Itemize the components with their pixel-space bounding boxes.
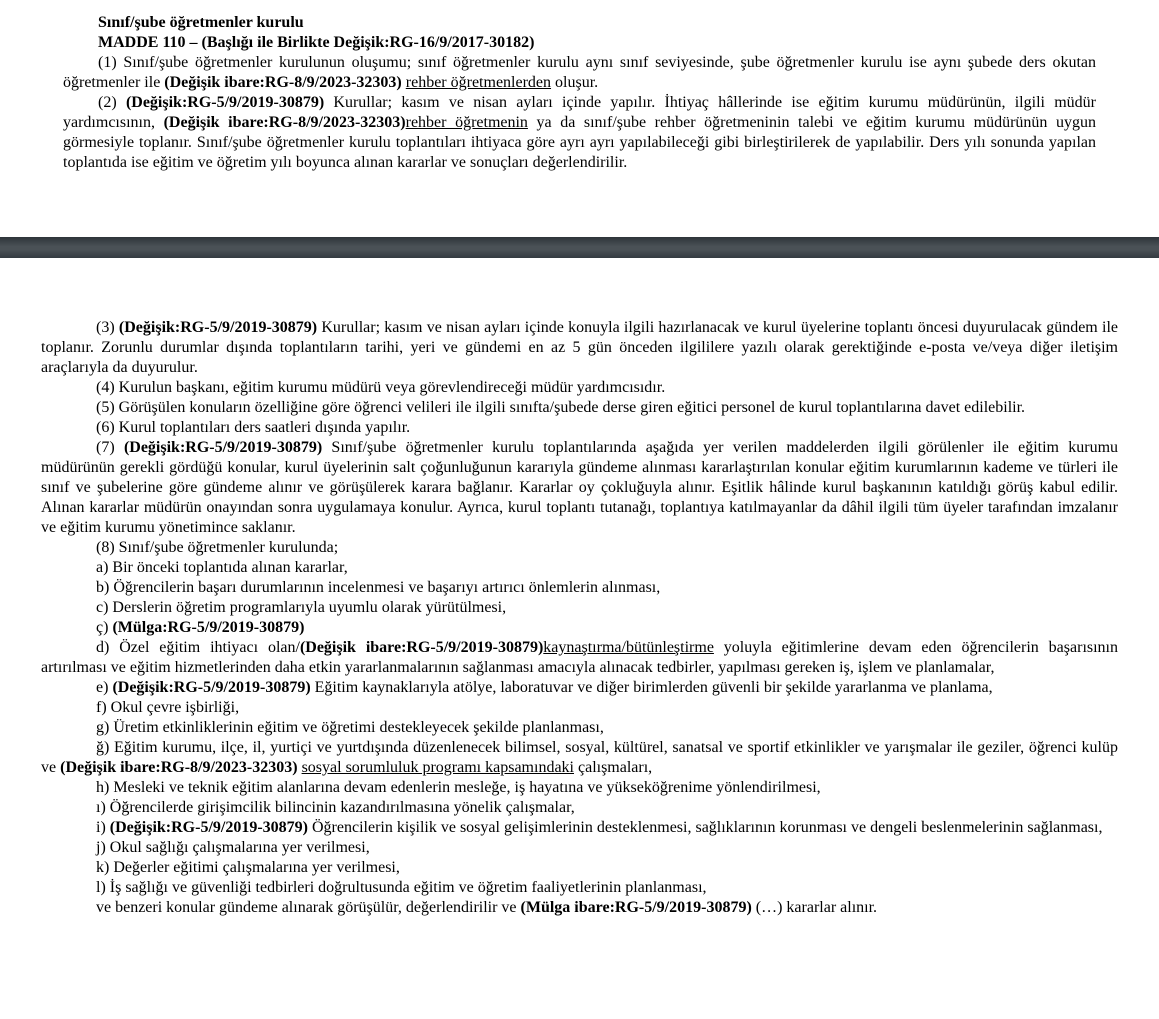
- text-segment: h) Mesleki ve teknik eğitim alanlarına devam edenlerin mesleğe, iş hayatına ve yükseköğrenime yönlendirilmesi,: [96, 779, 821, 796]
- paragraph: [41, 678, 1118, 698]
- amendment-reference: (Değişik ibare:RG-5/9/2019-30879): [299, 639, 544, 656]
- text-segment: d) Özel eğitim ihtiyacı olan/: [96, 639, 300, 656]
- paragraph: [41, 398, 1118, 418]
- document-heading: [63, 13, 1096, 33]
- text-segment: Eğitim kaynaklarıyla atölye, laboratuvar ve diğer birimlerden güvenli bir şekilde yararlanma ve planlama,: [314, 679, 993, 696]
- text-segment: k) Değerler eğitimi çalışmalarına yer verilmesi,: [96, 859, 400, 876]
- document-heading: [63, 33, 1096, 53]
- text-segment: (3): [96, 319, 119, 336]
- paragraph: [41, 558, 1118, 578]
- paragraph: [41, 598, 1118, 618]
- text-segment: (…) kararlar alınır.: [751, 899, 878, 916]
- amendment-reference: (Değişik ibare:RG-8/9/2023-32303): [164, 74, 406, 91]
- text-segment: b) Öğrencilerin başarı durumlarının incelenmesi ve başarıyı artırıcı önlemlerin alınması,: [96, 579, 661, 596]
- text-segment: e): [96, 679, 113, 696]
- text-segment: Kurullar; kasım ve nisan ayları içinde konuyla ilgili hazırlanacak ve kurul üyelerine toplantı öncesi duyurulacak gündem ile toplanır. Zorunlu durumlar dışında toplantıların tarihi, yeri ve gündemi en az 5 gün önceden ilgililere yazılı olarak gerektiğinde e-posta ve/veya diğer iletişim araçlarıyla da duyurulur.: [41, 319, 1118, 376]
- text-segment: ve benzeri konular gündeme alınarak görüşülür, değerlendirilir ve: [96, 899, 521, 916]
- text-segment: j) Okul sağlığı çalışmalarına yer verilmesi,: [96, 839, 370, 856]
- amendment-reference: (Değişik ibare:RG-8/9/2023-32303): [60, 759, 302, 776]
- text-segment: ç): [96, 619, 113, 636]
- text-segment: (2): [98, 94, 126, 111]
- paragraph: [41, 698, 1118, 718]
- document-page-1: [63, 13, 1096, 173]
- text-segment: oluşur.: [551, 74, 599, 91]
- paragraph: [41, 618, 1118, 638]
- text-segment: g) Üretim etkinliklerinin eğitim ve öğretimi destekleyecek şekilde planlanması,: [96, 719, 604, 736]
- paragraph: [63, 53, 1096, 93]
- text-segment: ğ) Eğitim kurumu, ilçe, il, yurtiçi ve yurtdışında düzenlenecek bilimsel, sosyal, kültürel, sanatsal ve sportif etkinlikler ve yarışmalar ile geziler, öğrenci kulüp ve: [41, 739, 1118, 776]
- paragraph: [41, 798, 1118, 818]
- paragraph: [41, 538, 1118, 558]
- paragraph: [41, 318, 1118, 378]
- paragraph: [41, 878, 1118, 898]
- amendment-reference: (Mülga:RG-5/9/2019-30879): [112, 619, 305, 636]
- text-segment: (6) Kurul toplantıları ders saatleri dışında yapılır.: [96, 419, 411, 436]
- text-segment: (1) Sınıf/şube öğretmenler kurulunun oluşumu; sınıf öğretmenler kurulu aynı sınıf seviyesinde, şube öğretmenler kurulu ise aynı şubede ders okutan öğretmenler ile: [63, 54, 1096, 91]
- underlined-amendment-text: rehber öğretmenin: [405, 114, 528, 131]
- paragraph: [41, 898, 1118, 918]
- text-segment: (4) Kurulun başkanı, eğitim kurumu müdürü veya görevlendireceği müdür yardımcısıdır.: [96, 379, 666, 396]
- document-page-2: [41, 318, 1118, 918]
- paragraph: [41, 638, 1118, 678]
- amendment-reference: MADDE 110 – (Başlığı ile Birlikte Değişik:RG-16/9/2017-30182): [98, 34, 535, 51]
- paragraph: [41, 378, 1118, 398]
- text-segment: ı) Öğrencilerde girişimcilik bilincinin kazandırılmasına yönelik çalışmalar,: [96, 799, 575, 816]
- text-segment: c) Derslerin öğretim programlarıyla uyumlu olarak yürütülmesi,: [96, 599, 507, 616]
- amendment-reference: (Değişik:RG-5/9/2019-30879): [125, 94, 334, 111]
- amendment-reference: (Değişik:RG-5/9/2019-30879): [109, 819, 312, 836]
- amendment-reference: (Değişik:RG-5/9/2019-30879): [112, 679, 315, 696]
- text-segment: a) Bir önceki toplantıda alınan kararlar,: [96, 559, 348, 576]
- text-segment: (7): [96, 439, 124, 456]
- paragraph: [41, 818, 1118, 838]
- page-break-bar: [0, 237, 1159, 258]
- text-segment: Öğrencilerin kişilik ve sosyal gelişimlerinin desteklenmesi, sağlıklarının korunması ve dengeli beslenmelerinin sağlanması,: [311, 819, 1103, 836]
- paragraph: [63, 93, 1096, 173]
- paragraph: [41, 778, 1118, 798]
- amendment-reference: (Mülga ibare:RG-5/9/2019-30879): [520, 899, 752, 916]
- amendment-reference: (Değişik:RG-5/9/2019-30879): [118, 319, 322, 336]
- text-segment: Kurullar; kasım ve nisan ayları içinde yapılır. İhtiyaç hâllerinde ise eğitim kurumu müdürünün, ilgili müdür yardımcısının,: [63, 94, 1097, 131]
- text-segment: f) Okul çevre işbirliği,: [96, 699, 240, 716]
- underlined-amendment-text: kaynaştırma/bütünleştirme: [543, 639, 714, 656]
- underlined-amendment-text: sosyal sorumluluk programı kapsamındaki: [301, 759, 574, 776]
- text-segment: i): [96, 819, 110, 836]
- paragraph: [41, 718, 1118, 738]
- text-segment: ya da sınıf/şube rehber öğretmeninin talebi ve eğitim kurumu müdürünün uygun görmesiyle toplanır. Sınıf/şube öğretmenler kurulu toplantıları ihtiyaca göre ayrı ayrı yapılabileceği gibi birleştirilerek de yapılabilir. Ders yılı sonunda yapılan toplantıda ise eğitim ve öğretim yılı boyunca alınan kararlar ve sonuçları değerlendirilir.: [63, 114, 1096, 171]
- paragraph: [41, 578, 1118, 598]
- text-segment: Sınıf/şube öğretmenler kurulu toplantılarında aşağıda yer verilen maddelerden ilgili görülenler ile eğitim kurumu müdürünün gerekli gördüğü konular, kurul üyelerinin salt çoğunluğunun kararıyla gündeme alınması kararlaştırılan konular eğitim kurumlarının kademe ve türleri ile sınıf ve şubelerine göre gündeme alınır ve görüşülerek karara bağlanır. Kararlar oy çokluğuyla alınır. Eşitlik hâlinde kurul başkanının katıldığı görüş kabul edilir. Alınan kararlar müdürün onayından sonra uygulamaya konulur. Ayrıca, kurul toplantı tutanağı, toplantıya katılmayanlar da dâhil ilgili tüm üyeler tarafından imzalanır ve eğitim kurumu yönetimince saklanır.: [41, 439, 1119, 536]
- text-segment: (8) Sınıf/şube öğretmenler kurulunda;: [96, 539, 339, 556]
- text-segment: çalışmaları,: [573, 759, 653, 776]
- text-segment: (5) Görüşülen konuların özelliğine göre öğrenci velileri ile ilgili sınıfta/şubede derse giren eğitici personel de kurul toplantılarına davet edilebilir.: [96, 399, 1026, 416]
- underlined-amendment-text: rehber öğretmenlerden: [405, 74, 552, 91]
- text-segment: yoluyla eğitimlerine devam eden öğrencilerin başarısının artırılması ve eğitim hizmetlerinden daha etkin yararlanmalarının sağlanması amacıyla alınacak tedbirler, yapılması gereken iş, işlem ve planlamalar,: [41, 639, 1119, 676]
- amendment-reference: (Değişik ibare:RG-8/9/2023-32303): [163, 114, 406, 131]
- paragraph: [41, 418, 1118, 438]
- amendment-reference: (Değişik:RG-5/9/2019-30879): [123, 439, 332, 456]
- paragraph: [41, 438, 1118, 538]
- text-segment: l) İş sağlığı ve güvenliği tedbirleri doğrultusunda eğitim ve öğretim faaliyetlerinin planlanması,: [96, 879, 707, 896]
- paragraph: [41, 858, 1118, 878]
- paragraph: [41, 738, 1118, 778]
- amendment-reference: Sınıf/şube öğretmenler kurulu: [98, 14, 304, 31]
- paragraph: [41, 838, 1118, 858]
